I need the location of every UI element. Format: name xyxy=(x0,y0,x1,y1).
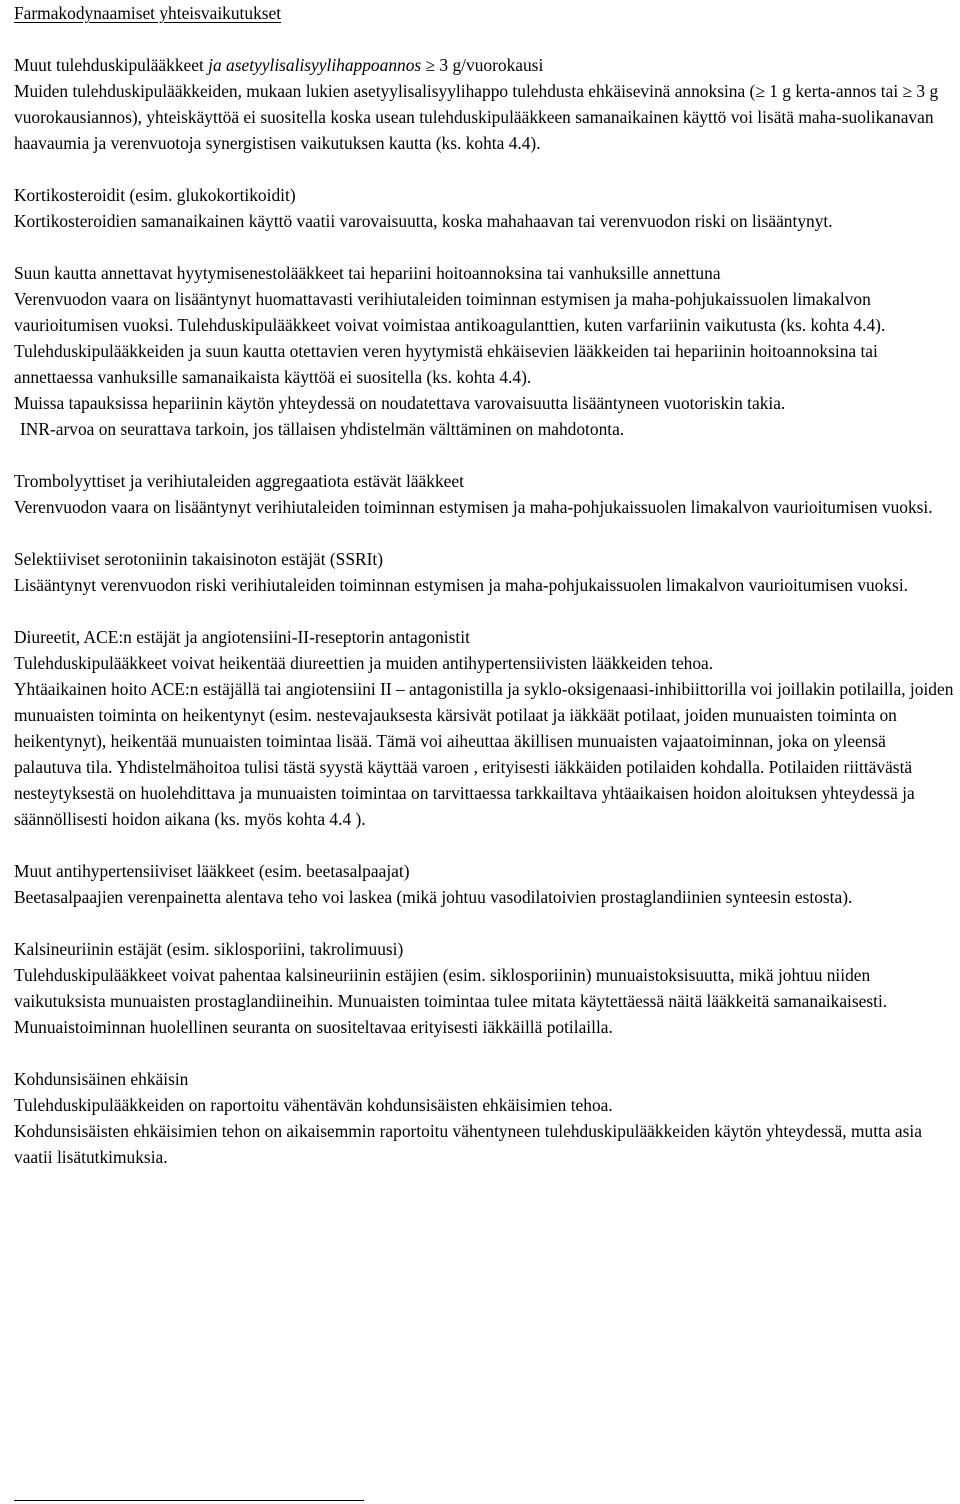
section-ssri xyxy=(14,546,954,598)
footnote-divider xyxy=(14,1500,364,1501)
section-calcineurin xyxy=(14,936,954,1040)
section-paragraph: Tulehduskipulääkkeet voivat heikentää diureettien ja muiden antihypertensiivisten lääkkeiden tehoa. xyxy=(14,653,714,673)
section-diuretics xyxy=(14,624,954,832)
section-paragraph: Lisääntynyt verenvuodon riski verihiutaleiden toiminnan estymisen ja maha-pohjukaissuolen limakalvon vaurioitumisen vuoksi. xyxy=(14,575,908,595)
section-heading: Trombolyyttiset ja verihiutaleiden aggregaatiota estävät lääkkeet xyxy=(14,471,464,491)
section-paragraph: Kohdunsisäisten ehkäisimien tehon on aikaisemmin raportoitu vähentyneen tulehduskipulääkkeiden käytön yhteydessä, mutta asia vaatii lisätutkimuksia. xyxy=(14,1121,922,1167)
section-paragraph: Beetasalpaajien verenpainetta alentava teho voi laskea (mikä johtuu vasodilatoivien prostaglandiinien synteesin estosta). xyxy=(14,887,853,907)
section-heading: Suun kautta annettavat hyytymisenestolääkkeet tai hepariini hoitoannoksina tai vanhuksille annettuna xyxy=(14,263,721,283)
section-nsaid xyxy=(14,52,954,156)
section-anticoagulants xyxy=(14,260,954,442)
section-heading: Muut antihypertensiiviset lääkkeet (esim. beetasalpaajat) xyxy=(14,861,410,881)
heading-tail: ≥ 3 g/vuorokausi xyxy=(421,55,544,75)
page-title: Farmakodynaamiset yhteisvaikutukset xyxy=(14,3,282,23)
heading-italic: ja asetyylisalisyylihappoannos xyxy=(208,55,422,75)
section-corticosteroids xyxy=(14,182,954,234)
section-paragraph: Verenvuodon vaara on lisääntynyt huomattavasti verihiutaleiden toiminnan estymisen ja maha-pohjukaissuolen limakalvon vaurioitumisen vuoksi. Tulehduskipulääkkeet voivat voimistaa antikoagulanttien, kuten varfariinin vaikutusta (ks. kohta 4.4). Tulehduskipulääkkeiden ja suun kautta otettavien veren hyytymistä ehkäisevien lääkkeiden tai hepariinin hoitoannoksina tai annettaessa vanhuksille samanaikaista käyttöä ei suositella (ks. kohta 4.4). xyxy=(14,289,886,387)
section-paragraph: Verenvuodon vaara on lisääntynyt verihiutaleiden toiminnan estymisen ja maha-pohjukaissuolen limakalvon vaurioitumisen vuoksi. xyxy=(14,497,933,517)
section-antihypertensives xyxy=(14,858,954,910)
section-heading: Diureetit, ACE:n estäjät ja angiotensiini-II-reseptorin antagonistit xyxy=(14,627,470,647)
title-wrap xyxy=(14,0,954,26)
section-heading: Kalsineuriinin estäjät (esim. siklosporiini, takrolimuusi) xyxy=(14,939,404,959)
section-paragraph: Muiden tulehduskipulääkkeiden, mukaan lukien asetyylisalisyylihappo tulehdusta ehkäisevinä annoksina (≥ 1 g kerta-annos tai ≥ 3 g vuorokausiannos), yhteiskäyttöä ei suositella koska usean tulehduskipulääkkeen samanaikainen käyttö voi lisätä maha-suolikanavan haavaumia ja verenvuotoja synergistisen vaikutuksen kautta (ks. kohta 4.4). xyxy=(14,81,939,153)
section-heading: Kortikosteroidit (esim. glukokortikoidit) xyxy=(14,185,296,205)
section-paragraph: Tulehduskipulääkkeet voivat pahentaa kalsineuriinin estäjien (esim. siklosporiinin) munuaistoksisuutta, mikä johtuu niiden vaikutuksista munuaisten prostaglandiineihin. Munuaisten toimintaa tulee mitata käytettäessä näitä lääkkeitä samanaikaisesti. Munuaistoiminnan huolellinen seuranta on suositeltavaa erityisesti iäkkäillä potilailla. xyxy=(14,965,888,1037)
section-heading: Kohdunsisäinen ehkäisin xyxy=(14,1069,189,1089)
heading-plain: Muut tulehduskipulääkkeet xyxy=(14,55,209,75)
section-paragraph: Yhtäaikainen hoito ACE:n estäjällä tai angiotensiini II – antagonistilla ja syklo-oksigenaasi-inhibiittorilla voi joillakin potilailla, joiden munuaisten toiminta on heikentynyt (esim. nestevajauksesta kärsivät potilaat ja iäkkäät potilaat, joiden munuaisten toiminta on heikentynyt), heikentää munuaisten toimintaa lisää. Tämä voi aiheuttaa äkillisen munuaisten vajaatoiminnan, joka on yleensä palautuva tila. Yhdistelmähoitoa tulisi tästä syystä käyttää varoen , erityisesti iäkkäiden potilaiden kohdalla. Potilaiden riittävästä nesteytyksestä on huolehdittava ja munuaisten toimintaa on tarvittaessa tarkkailtava yhtäaikaisen hoidon aloituksen yhteydessä ja säännöllisesti hoidon aikana (ks. myös kohta 4.4 ). xyxy=(14,679,954,829)
section-heading: Selektiiviset serotoniinin takaisinoton estäjät (SSRIt) xyxy=(14,549,384,569)
section-thrombolytics xyxy=(14,468,954,520)
section-heading xyxy=(14,52,954,78)
section-paragraph: Kortikosteroidien samanaikainen käyttö vaatii varovaisuutta, koska mahahaavan tai verenvuodon riski on lisääntynyt. xyxy=(14,211,833,231)
section-paragraph: Tulehduskipulääkkeiden on raportoitu vähentävän kohdunsisäisten ehkäisimien tehoa. xyxy=(14,1095,613,1115)
document-page xyxy=(14,0,954,1196)
section-iud xyxy=(14,1066,954,1170)
section-paragraph: INR-arvoa on seurattava tarkoin, jos tällaisen yhdistelmän välttäminen on mahdotonta. xyxy=(20,419,625,439)
section-paragraph: Muissa tapauksissa hepariinin käytön yhteydessä on noudatettava varovaisuutta lisääntyneen vuotoriskin takia. xyxy=(14,393,786,413)
